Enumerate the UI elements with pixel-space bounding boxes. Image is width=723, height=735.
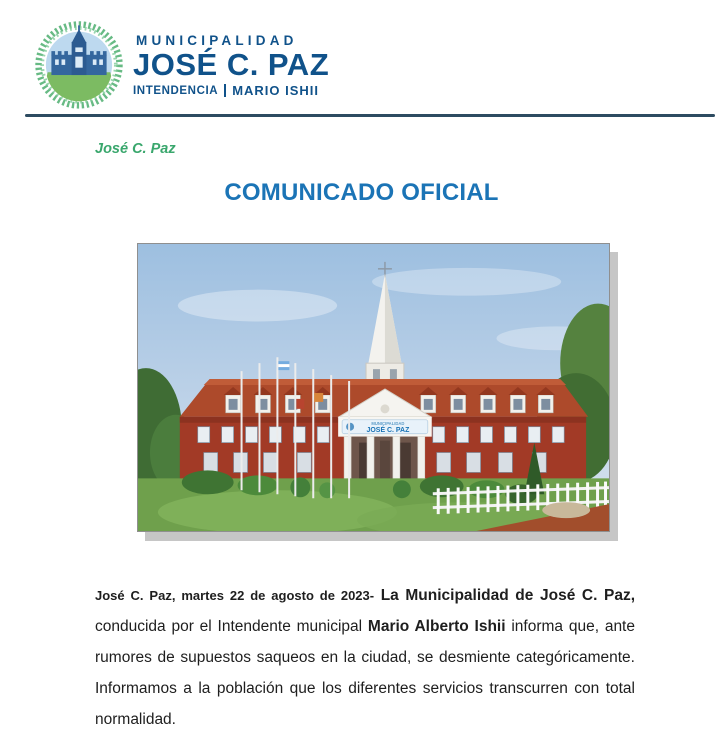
article-text: La Municipalidad de José C. Paz, conducida por el Intendente municipal Mario Alberto Ishii informa que, ante rumores de supuestos saqueos en la ciudad, se desmiente categóricamente. Informamos a la población que los diferentes servicios transcurren con total normalidad. — [95, 587, 636, 728]
page-title: COMUNICADO OFICIAL — [224, 179, 499, 206]
article-paragraph — [95, 580, 635, 735]
photo-sign-text: JOSÉ C. PAZ — [366, 427, 410, 435]
city-name: JOSÉ C. PAZ — [133, 47, 330, 83]
building-photo — [137, 243, 610, 532]
intendencia-line — [133, 84, 329, 98]
article-dateline: José C. Paz, martes 22 de agosto de 2023- — [95, 588, 375, 603]
photo-sign-small-text: MUNICIPALIDAD — [371, 421, 405, 427]
letterhead — [0, 0, 723, 112]
seal-icon — [33, 18, 125, 110]
intendencia-label: INTENDENCIA — [133, 84, 219, 97]
building-photo-illustration — [138, 244, 609, 531]
letterhead-text — [133, 30, 329, 97]
municipal-seal-logo — [33, 18, 125, 110]
location-tag: José C. Paz — [95, 141, 176, 157]
mayor-name: MARIO ISHII — [232, 83, 320, 99]
separator-bar — [224, 84, 226, 97]
org-name: MUNICIPALIDAD — [136, 33, 298, 49]
header-divider — [25, 114, 715, 117]
